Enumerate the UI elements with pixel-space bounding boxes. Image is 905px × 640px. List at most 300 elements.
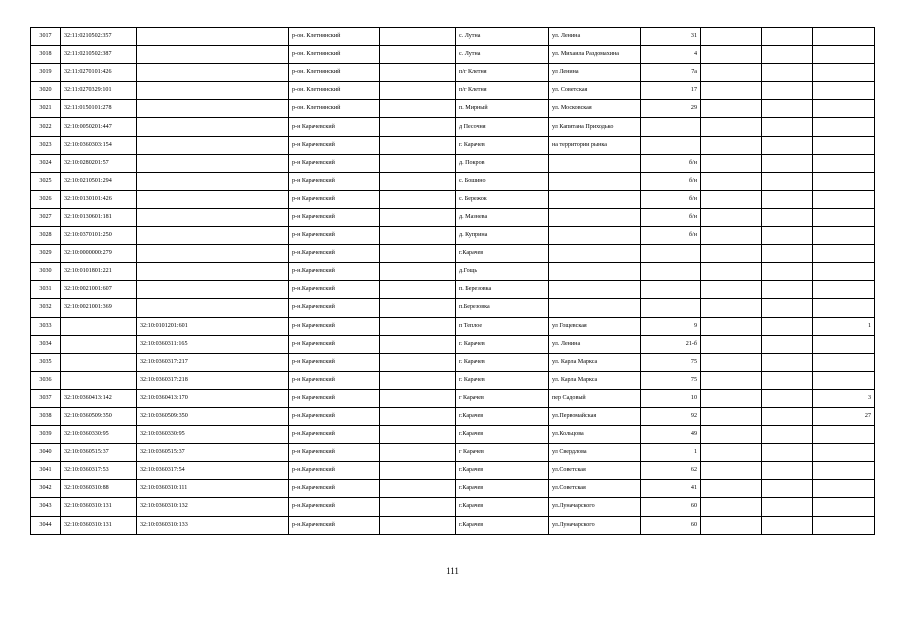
apartment-cell <box>813 100 875 118</box>
table-row <box>31 353 875 371</box>
extra-cell <box>762 46 813 64</box>
district-cell: р-н.Карачевский <box>289 263 380 281</box>
district-cell: р-он. Клетнянский <box>289 100 380 118</box>
building-cadastral-number-cell: 32:10:0360317:218 <box>137 371 289 389</box>
table-row <box>31 245 875 263</box>
locality-cell: г.Карачев <box>456 498 549 516</box>
table-row <box>31 227 875 245</box>
extra-cell <box>762 498 813 516</box>
apartment-cell <box>813 46 875 64</box>
locality-cell: г. Карачев <box>456 136 549 154</box>
house-number-cell <box>641 281 701 299</box>
locality-cell: д.Гощь <box>456 263 549 281</box>
building-cell <box>701 516 762 534</box>
house-number-cell: 75 <box>641 353 701 371</box>
cadastral-number-cell: 32:10:0360303:154 <box>61 136 137 154</box>
district-cell: р-он. Клетнянский <box>289 82 380 100</box>
apartment-cell <box>813 118 875 136</box>
building-cell <box>701 317 762 335</box>
cadastral-number-cell <box>61 371 137 389</box>
building-cadastral-number-cell <box>137 100 289 118</box>
district-cell: р-н Карачевский <box>289 118 380 136</box>
row-number-cell: 3027 <box>31 208 61 226</box>
table-row <box>31 118 875 136</box>
house-number-cell: 31 <box>641 28 701 46</box>
settlement-area-cell <box>380 245 456 263</box>
building-cadastral-number-cell: 32:10:0101201:601 <box>137 317 289 335</box>
building-cell <box>701 407 762 425</box>
building-cell <box>701 498 762 516</box>
table-row <box>31 317 875 335</box>
extra-cell <box>762 480 813 498</box>
street-cell <box>549 281 641 299</box>
house-number-cell: 7а <box>641 64 701 82</box>
table-row <box>31 462 875 480</box>
locality-cell: с. Бережок <box>456 190 549 208</box>
street-cell <box>549 299 641 317</box>
house-number-cell <box>641 136 701 154</box>
apartment-cell <box>813 28 875 46</box>
street-cell <box>549 154 641 172</box>
house-number-cell: 17 <box>641 82 701 100</box>
apartment-cell <box>813 426 875 444</box>
table-row <box>31 480 875 498</box>
row-number-cell: 3021 <box>31 100 61 118</box>
street-cell: пер Садовый <box>549 389 641 407</box>
building-cell <box>701 299 762 317</box>
building-cadastral-number-cell: 32:10:0360310:132 <box>137 498 289 516</box>
settlement-area-cell <box>380 335 456 353</box>
settlement-area-cell <box>380 371 456 389</box>
building-cadastral-number-cell: 32:10:0360515:37 <box>137 444 289 462</box>
house-number-cell: 29 <box>641 100 701 118</box>
cadastral-number-cell: 32:10:0130601:181 <box>61 208 137 226</box>
apartment-cell <box>813 281 875 299</box>
building-cell <box>701 281 762 299</box>
table-row <box>31 46 875 64</box>
settlement-area-cell <box>380 208 456 226</box>
apartment-cell <box>813 516 875 534</box>
apartment-cell <box>813 371 875 389</box>
apartment-cell <box>813 480 875 498</box>
district-cell: р-н Карачевский <box>289 190 380 208</box>
house-number-cell: б/н <box>641 227 701 245</box>
row-number-cell: 3043 <box>31 498 61 516</box>
cadastral-number-cell: 32:10:0360310:88 <box>61 480 137 498</box>
locality-cell: д Песочня <box>456 118 549 136</box>
locality-cell: г. Карачев <box>456 335 549 353</box>
house-number-cell <box>641 245 701 263</box>
settlement-area-cell <box>380 172 456 190</box>
row-number-cell: 3036 <box>31 371 61 389</box>
building-cadastral-number-cell: 32:10:0360317:54 <box>137 462 289 480</box>
locality-cell: д. Куприна <box>456 227 549 245</box>
locality-cell: п. Мирный <box>456 100 549 118</box>
cadastral-number-cell <box>61 317 137 335</box>
apartment-cell <box>813 82 875 100</box>
settlement-area-cell <box>380 64 456 82</box>
cadastral-number-cell: 32:10:0360515:37 <box>61 444 137 462</box>
table-row <box>31 371 875 389</box>
table-row <box>31 516 875 534</box>
street-cell <box>549 263 641 281</box>
locality-cell: п/г Клетня <box>456 82 549 100</box>
building-cell <box>701 172 762 190</box>
building-cell <box>701 335 762 353</box>
building-cell <box>701 480 762 498</box>
building-cadastral-number-cell: 32:10:0360317:217 <box>137 353 289 371</box>
cadastral-number-cell: 32:11:0270329:101 <box>61 82 137 100</box>
cadastral-number-cell: 32:10:0360509:350 <box>61 407 137 425</box>
settlement-area-cell <box>380 462 456 480</box>
district-cell: р-н Карачевский <box>289 335 380 353</box>
locality-cell: г.Карачев <box>456 462 549 480</box>
extra-cell <box>762 516 813 534</box>
extra-cell <box>762 444 813 462</box>
building-cadastral-number-cell: 32:10:0360509:350 <box>137 407 289 425</box>
apartment-cell <box>813 263 875 281</box>
cadastral-number-cell: 32:10:0360413:142 <box>61 389 137 407</box>
building-cell <box>701 136 762 154</box>
house-number-cell: 10 <box>641 389 701 407</box>
house-number-cell: б/н <box>641 154 701 172</box>
extra-cell <box>762 208 813 226</box>
row-number-cell: 3028 <box>31 227 61 245</box>
table-row <box>31 498 875 516</box>
cadastral-number-cell <box>61 353 137 371</box>
building-cell <box>701 118 762 136</box>
apartment-cell <box>813 190 875 208</box>
street-cell: на территории рынка <box>549 136 641 154</box>
locality-cell: п. Березовка <box>456 281 549 299</box>
street-cell: ул.Советская <box>549 480 641 498</box>
cadastral-number-cell: 32:10:0370101:250 <box>61 227 137 245</box>
page-number: 111 <box>446 566 459 576</box>
extra-cell <box>762 154 813 172</box>
building-cadastral-number-cell <box>137 263 289 281</box>
settlement-area-cell <box>380 100 456 118</box>
row-number-cell: 3041 <box>31 462 61 480</box>
building-cadastral-number-cell <box>137 82 289 100</box>
locality-cell: д. Покров <box>456 154 549 172</box>
cadastral-number-cell: 32:11:0210502:357 <box>61 28 137 46</box>
extra-cell <box>762 172 813 190</box>
extra-cell <box>762 426 813 444</box>
cadastral-number-cell: 32:11:0150101:278 <box>61 100 137 118</box>
street-cell: ул. Карла Маркса <box>549 353 641 371</box>
cadastral-number-cell: 32:10:0130101:426 <box>61 190 137 208</box>
district-cell: р-н Карачевский <box>289 371 380 389</box>
table-row <box>31 190 875 208</box>
locality-cell: с. Бошино <box>456 172 549 190</box>
settlement-area-cell <box>380 118 456 136</box>
building-cell <box>701 190 762 208</box>
cadastral-number-cell: 32:10:0000000:279 <box>61 245 137 263</box>
building-cell <box>701 245 762 263</box>
building-cadastral-number-cell <box>137 190 289 208</box>
extra-cell <box>762 190 813 208</box>
house-number-cell: 60 <box>641 516 701 534</box>
street-cell: ул.Кольцова <box>549 426 641 444</box>
building-cadastral-number-cell <box>137 64 289 82</box>
building-cadastral-number-cell <box>137 172 289 190</box>
row-number-cell: 3035 <box>31 353 61 371</box>
locality-cell: г. Карачев <box>456 353 549 371</box>
building-cell <box>701 154 762 172</box>
table-row <box>31 299 875 317</box>
extra-cell <box>762 136 813 154</box>
extra-cell <box>762 118 813 136</box>
house-number-cell: 4 <box>641 46 701 64</box>
district-cell: р-н.Карачевский <box>289 462 380 480</box>
building-cadastral-number-cell <box>137 208 289 226</box>
row-number-cell: 3017 <box>31 28 61 46</box>
house-number-cell <box>641 263 701 281</box>
apartment-cell <box>813 136 875 154</box>
street-cell <box>549 245 641 263</box>
district-cell: р-н Карачевский <box>289 317 380 335</box>
cadastral-number-cell: 32:10:0360317:53 <box>61 462 137 480</box>
apartment-cell <box>813 444 875 462</box>
street-cell: ул. Михаила Раздомахина <box>549 46 641 64</box>
cadastral-number-cell: 32:11:0210502:387 <box>61 46 137 64</box>
locality-cell: с. Лутна <box>456 46 549 64</box>
extra-cell <box>762 335 813 353</box>
apartment-cell: 27 <box>813 407 875 425</box>
district-cell: р-н.Карачевский <box>289 426 380 444</box>
house-number-cell: 41 <box>641 480 701 498</box>
settlement-area-cell <box>380 516 456 534</box>
extra-cell <box>762 227 813 245</box>
table-row <box>31 100 875 118</box>
house-number-cell: 75 <box>641 371 701 389</box>
street-cell <box>549 208 641 226</box>
district-cell: р-он. Клетнянский <box>289 64 380 82</box>
apartment-cell: 3 <box>813 389 875 407</box>
house-number-cell: б/н <box>641 172 701 190</box>
building-cell <box>701 227 762 245</box>
row-number-cell: 3026 <box>31 190 61 208</box>
row-number-cell: 3024 <box>31 154 61 172</box>
street-cell: ул Гощевская <box>549 317 641 335</box>
house-number-cell: 1 <box>641 444 701 462</box>
extra-cell <box>762 462 813 480</box>
extra-cell <box>762 317 813 335</box>
building-cell <box>701 444 762 462</box>
settlement-area-cell <box>380 317 456 335</box>
building-cadastral-number-cell <box>137 28 289 46</box>
building-cell <box>701 462 762 480</box>
cadastral-number-cell: 32:10:0280201:57 <box>61 154 137 172</box>
street-cell: ул. Ленина <box>549 335 641 353</box>
settlement-area-cell <box>380 263 456 281</box>
settlement-area-cell <box>380 28 456 46</box>
locality-cell: с. Лутна <box>456 28 549 46</box>
table-row <box>31 208 875 226</box>
district-cell: р-н.Карачевский <box>289 480 380 498</box>
building-cadastral-number-cell <box>137 118 289 136</box>
house-number-cell <box>641 118 701 136</box>
table-row <box>31 172 875 190</box>
row-number-cell: 3032 <box>31 299 61 317</box>
street-cell: ул. Советская <box>549 82 641 100</box>
building-cadastral-number-cell <box>137 281 289 299</box>
house-number-cell: 60 <box>641 498 701 516</box>
table-row <box>31 64 875 82</box>
row-number-cell: 3025 <box>31 172 61 190</box>
building-cadastral-number-cell: 32:10:0360310:133 <box>137 516 289 534</box>
apartment-cell: 1 <box>813 317 875 335</box>
row-number-cell: 3029 <box>31 245 61 263</box>
row-number-cell: 3033 <box>31 317 61 335</box>
row-number-cell: 3038 <box>31 407 61 425</box>
settlement-area-cell <box>380 407 456 425</box>
row-number-cell: 3023 <box>31 136 61 154</box>
building-cadastral-number-cell <box>137 299 289 317</box>
house-number-cell: б/н <box>641 190 701 208</box>
building-cell <box>701 46 762 64</box>
district-cell: р-н.Карачевский <box>289 407 380 425</box>
locality-cell: г. Карачев <box>456 371 549 389</box>
apartment-cell <box>813 498 875 516</box>
registry-table-body <box>31 28 875 535</box>
extra-cell <box>762 28 813 46</box>
locality-cell: г Карачев <box>456 389 549 407</box>
extra-cell <box>762 64 813 82</box>
apartment-cell <box>813 208 875 226</box>
cadastral-number-cell: 32:10:0021001:369 <box>61 299 137 317</box>
district-cell: р-н Карачевский <box>289 227 380 245</box>
row-number-cell: 3034 <box>31 335 61 353</box>
row-number-cell: 3030 <box>31 263 61 281</box>
building-cadastral-number-cell <box>137 136 289 154</box>
locality-cell: п.Березовка <box>456 299 549 317</box>
table-row <box>31 263 875 281</box>
cadastral-number-cell: 32:11:0270101:426 <box>61 64 137 82</box>
locality-cell: г Карачев <box>456 444 549 462</box>
district-cell: р-н Карачевский <box>289 444 380 462</box>
building-cell <box>701 263 762 281</box>
cadastral-number-cell: 32:10:0101801:221 <box>61 263 137 281</box>
cadastral-number-cell: 32:10:0050201:447 <box>61 118 137 136</box>
building-cell <box>701 100 762 118</box>
building-cell <box>701 426 762 444</box>
cadastral-number-cell: 32:10:0210501:294 <box>61 172 137 190</box>
district-cell: р-он. Клетнянский <box>289 28 380 46</box>
building-cell <box>701 82 762 100</box>
district-cell: р-он. Клетнянский <box>289 46 380 64</box>
apartment-cell <box>813 227 875 245</box>
table-row <box>31 28 875 46</box>
apartment-cell <box>813 172 875 190</box>
building-cadastral-number-cell: 32:10:0360330:95 <box>137 426 289 444</box>
settlement-area-cell <box>380 227 456 245</box>
row-number-cell: 3020 <box>31 82 61 100</box>
cadastral-number-cell: 32:10:0021001:607 <box>61 281 137 299</box>
extra-cell <box>762 389 813 407</box>
locality-cell: г.Карачев <box>456 407 549 425</box>
row-number-cell: 3039 <box>31 426 61 444</box>
apartment-cell <box>813 64 875 82</box>
district-cell: р-н.Карачевский <box>289 245 380 263</box>
settlement-area-cell <box>380 82 456 100</box>
settlement-area-cell <box>380 190 456 208</box>
street-cell <box>549 190 641 208</box>
building-cell <box>701 28 762 46</box>
building-cell <box>701 371 762 389</box>
extra-cell <box>762 100 813 118</box>
district-cell: р-н Карачевский <box>289 353 380 371</box>
district-cell: р-н Карачевский <box>289 389 380 407</box>
building-cell <box>701 353 762 371</box>
table-row <box>31 82 875 100</box>
table-row <box>31 407 875 425</box>
building-cadastral-number-cell: 32:10:0360413:170 <box>137 389 289 407</box>
extra-cell <box>762 245 813 263</box>
building-cadastral-number-cell <box>137 227 289 245</box>
cadastral-number-cell: 32:10:0360310:131 <box>61 498 137 516</box>
building-cell <box>701 208 762 226</box>
settlement-area-cell <box>380 281 456 299</box>
locality-cell: г.Карачев <box>456 426 549 444</box>
apartment-cell <box>813 299 875 317</box>
settlement-area-cell <box>380 154 456 172</box>
building-cadastral-number-cell <box>137 154 289 172</box>
row-number-cell: 3022 <box>31 118 61 136</box>
apartment-cell <box>813 154 875 172</box>
district-cell: р-н Карачевский <box>289 136 380 154</box>
locality-cell: г.Карачев <box>456 480 549 498</box>
district-cell: р-н.Карачевский <box>289 299 380 317</box>
settlement-area-cell <box>380 426 456 444</box>
table-row <box>31 444 875 462</box>
street-cell: ул. Ленина <box>549 28 641 46</box>
house-number-cell: 49 <box>641 426 701 444</box>
street-cell <box>549 172 641 190</box>
house-number-cell: б/н <box>641 208 701 226</box>
table-row <box>31 426 875 444</box>
street-cell <box>549 227 641 245</box>
extra-cell <box>762 82 813 100</box>
street-cell: ул.Луначарского <box>549 516 641 534</box>
row-number-cell: 3037 <box>31 389 61 407</box>
house-number-cell: 62 <box>641 462 701 480</box>
street-cell: ул. Московская <box>549 100 641 118</box>
district-cell: р-н.Карачевский <box>289 498 380 516</box>
cadastral-number-cell <box>61 335 137 353</box>
house-number-cell: 21-б <box>641 335 701 353</box>
building-cell <box>701 389 762 407</box>
locality-cell: г.Карачев <box>456 245 549 263</box>
locality-cell: д. Мазнева <box>456 208 549 226</box>
building-cadastral-number-cell: 32:10:0360310:111 <box>137 480 289 498</box>
row-number-cell: 3040 <box>31 444 61 462</box>
district-cell: р-н Карачевский <box>289 154 380 172</box>
registry-table <box>30 27 875 535</box>
table-row <box>31 154 875 172</box>
street-cell: ул Ленина <box>549 64 641 82</box>
locality-cell: п Теплое <box>456 317 549 335</box>
settlement-area-cell <box>380 136 456 154</box>
district-cell: р-н Карачевский <box>289 172 380 190</box>
apartment-cell <box>813 245 875 263</box>
extra-cell <box>762 263 813 281</box>
street-cell: ул. Карла Маркса <box>549 371 641 389</box>
district-cell: р-н.Карачевский <box>289 516 380 534</box>
building-cadastral-number-cell <box>137 245 289 263</box>
extra-cell <box>762 281 813 299</box>
district-cell: р-н Карачевский <box>289 208 380 226</box>
